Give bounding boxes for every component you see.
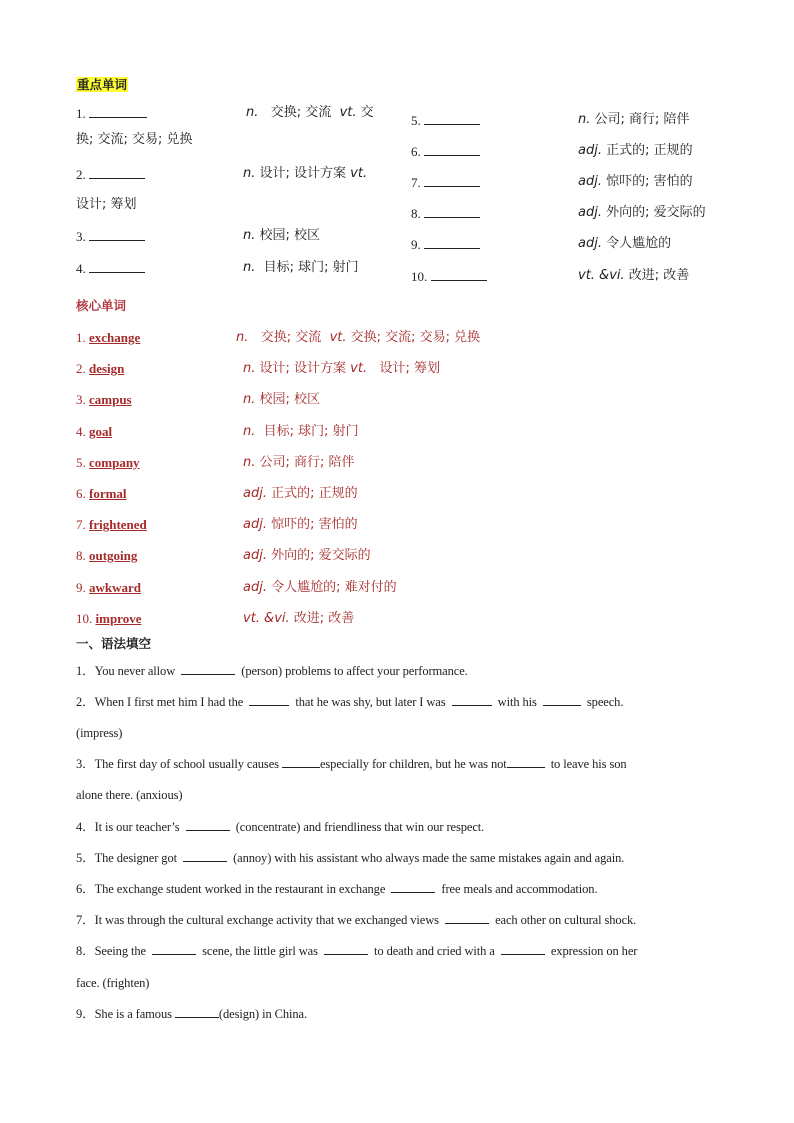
vocab-item-10: 10. — [411, 267, 487, 286]
answer-item-1-meaning: n. 交换; 交流 vt. 交换; 交流; 交易; 兑换 — [236, 330, 481, 345]
answer-item-2-meaning: n. 设计; 设计方案 vt. 设计; 筹划 — [243, 361, 441, 376]
answer-blank[interactable] — [445, 911, 489, 924]
answer-item-3-meaning: n. 校园; 校区 — [243, 392, 321, 407]
answer-item-2: 2. design — [76, 361, 125, 376]
answer-blank[interactable] — [183, 849, 227, 862]
answer-item-1: 1. exchange — [76, 330, 141, 345]
answer-item-9-meaning: adj. 令人尴尬的; 难对付的 — [243, 580, 397, 595]
vocab-item-10-meaning: vt. &vi. 改进; 改善 — [578, 268, 690, 283]
section-heading-key-words: 重点单词 — [77, 77, 128, 92]
vocab-item-4-meaning: n. 目标; 球门; 射门 — [243, 260, 359, 275]
answer-item-4: 4. goal — [76, 424, 113, 439]
answer-item-5: 5. company — [76, 455, 140, 470]
question-8-continuation: face. (frighten) — [76, 976, 150, 990]
answer-blank[interactable] — [89, 259, 145, 273]
vocab-item-4: 4. — [76, 259, 145, 278]
answer-blank[interactable] — [501, 942, 545, 955]
answer-blank[interactable] — [391, 880, 435, 893]
answer-blank[interactable] — [424, 204, 480, 218]
section-heading-core-words: 核心单词 — [76, 298, 127, 313]
vocab-item-2-continuation: 设计; 筹划 — [76, 197, 137, 212]
answer-blank[interactable] — [324, 942, 368, 955]
question-9: 9．She is a famous (design) in China. — [76, 1007, 308, 1021]
answer-item-6-meaning: adj. 正式的; 正规的 — [243, 486, 358, 501]
vocab-item-1-meaning: n. 交换; 交流 vt. 交 — [246, 105, 374, 120]
vocab-item-2-meaning: n. 设计; 设计方案 vt. — [243, 166, 368, 181]
question-6: 6．The exchange student worked in the restaurant in exchange free meals and accommodation. — [76, 882, 598, 896]
answer-blank[interactable] — [431, 267, 487, 281]
answer-blank[interactable] — [249, 693, 289, 706]
question-5: 5．The designer got (annoy) with his assistant who always made the same mistakes again and again. — [76, 851, 625, 865]
vocab-item-8-meaning: adj. 外向的; 爱交际的 — [578, 205, 706, 220]
answer-blank[interactable] — [424, 111, 480, 125]
answer-item-5-meaning: n. 公司; 商行; 陪伴 — [243, 455, 355, 470]
vocab-item-6: 6. — [411, 142, 480, 161]
answer-item-8-meaning: adj. 外向的; 爱交际的 — [243, 548, 371, 563]
answer-item-8: 8. outgoing — [76, 548, 138, 563]
answer-blank[interactable] — [452, 693, 492, 706]
question-3: 3．The first day of school usually causes especially for children, but he was not to leave his son — [76, 757, 627, 771]
vocab-item-2: 2. — [76, 165, 145, 184]
question-4: 4．It is our teacher’s (concentrate) and friendliness that win our respect. — [76, 820, 485, 834]
answer-blank[interactable] — [424, 235, 480, 249]
answer-blank[interactable] — [181, 662, 235, 675]
answer-blank[interactable] — [282, 755, 320, 768]
question-1: 1．You never allow (person) problems to affect your performance. — [76, 664, 468, 678]
answer-blank[interactable] — [424, 173, 480, 187]
vocab-item-9-meaning: adj. 令人尴尬的 — [578, 236, 672, 251]
section-heading-grammar-fill: 一、语法填空 — [76, 636, 152, 651]
question-8: 8．Seeing the scene, the little girl was to death and cried with a expression on her — [76, 944, 638, 958]
answer-blank[interactable] — [89, 227, 145, 241]
answer-blank[interactable] — [507, 755, 545, 768]
vocab-item-7: 7. — [411, 173, 480, 192]
vocab-item-1: 1. — [76, 104, 147, 123]
answer-blank[interactable] — [424, 142, 480, 156]
vocab-item-8: 8. — [411, 204, 480, 223]
vocab-item-6-meaning: adj. 正式的; 正规的 — [578, 143, 693, 158]
vocab-item-5-meaning: n. 公司; 商行; 陪伴 — [578, 112, 690, 127]
vocab-item-7-meaning: adj. 惊吓的; 害怕的 — [578, 174, 693, 189]
answer-item-9: 9. awkward — [76, 580, 142, 595]
vocab-item-3-meaning: n. 校园; 校区 — [243, 228, 321, 243]
vocab-item-5: 5. — [411, 111, 480, 130]
question-3-continuation: alone there. (anxious) — [76, 788, 183, 802]
answer-blank[interactable] — [152, 942, 196, 955]
answer-blank[interactable] — [89, 165, 145, 179]
answer-blank[interactable] — [186, 818, 230, 831]
answer-item-7: 7. frightened — [76, 517, 147, 532]
answer-item-10-meaning: vt. &vi. 改进; 改善 — [243, 611, 355, 626]
answer-item-7-meaning: adj. 惊吓的; 害怕的 — [243, 517, 358, 532]
answer-blank[interactable] — [543, 693, 581, 706]
vocab-item-1-continuation: 换; 交流; 交易; 兑换 — [76, 132, 193, 147]
question-2-continuation: (impress) — [76, 726, 123, 740]
question-7: 7．It was through the cultural exchange activity that we exchanged views each other on cultural shock. — [76, 913, 637, 927]
answer-blank[interactable] — [89, 104, 147, 118]
vocab-item-9: 9. — [411, 235, 480, 254]
answer-blank[interactable] — [175, 1005, 219, 1018]
answer-item-4-meaning: n. 目标; 球门; 射门 — [243, 424, 359, 439]
answer-item-3: 3. campus — [76, 392, 132, 407]
vocab-item-3: 3. — [76, 227, 145, 246]
answer-item-6: 6. formal — [76, 486, 127, 501]
answer-item-10: 10. improve — [76, 611, 142, 626]
question-2: 2．When I first met him I had the that he was shy, but later I was with his speech. — [76, 695, 624, 709]
